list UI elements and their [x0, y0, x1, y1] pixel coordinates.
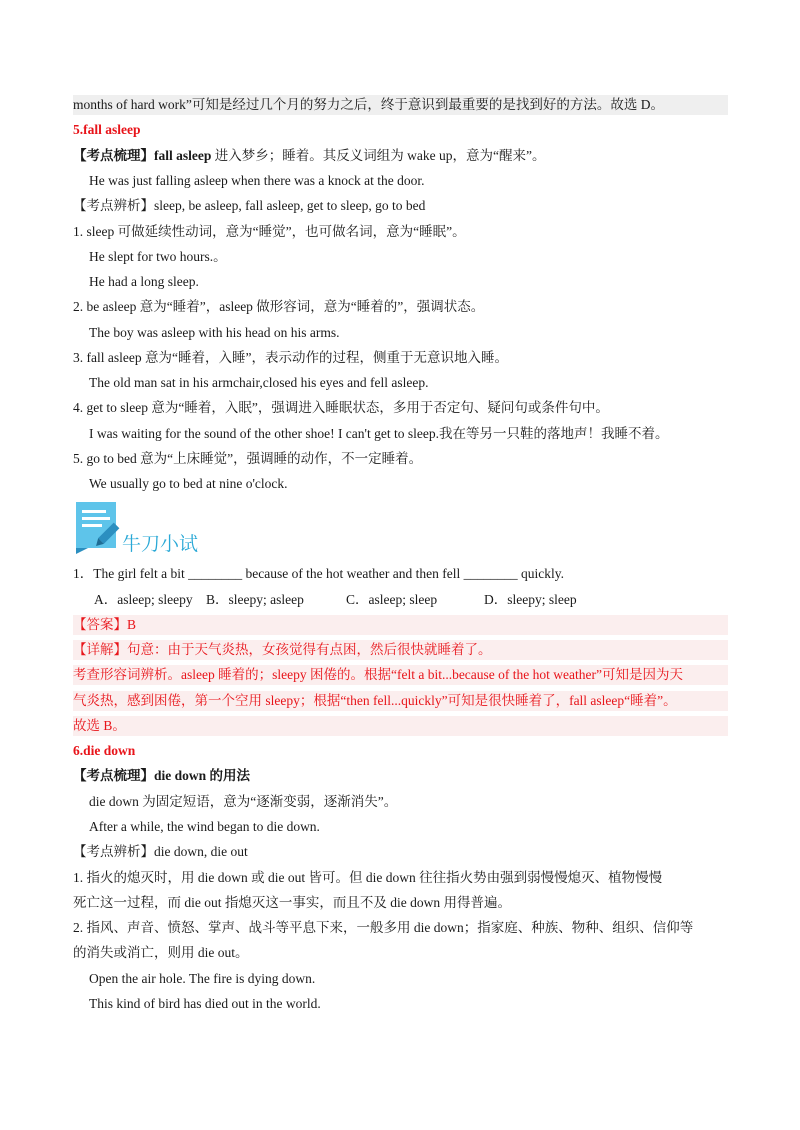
- explanation-line: 【详解】句意：由于天气炎热，女孩觉得有点困，然后很快就睡着了。: [73, 640, 728, 660]
- kaodian-label: 【考点梳理】: [73, 148, 154, 163]
- answer-line: 【答案】B: [73, 615, 728, 635]
- option-c: C．asleep; sleep: [346, 592, 438, 607]
- notepad-pencil-icon: [74, 502, 124, 554]
- kaodian-label: 【考点梳理】: [73, 768, 154, 783]
- kaodian-shuli-line: [73, 766, 728, 786]
- question-options: [94, 590, 728, 610]
- example-sentence: Open the air hole. The fire is dying down.: [89, 971, 316, 986]
- example-sentence: The old man sat in his armchair,closed his eyes and fell asleep.: [89, 375, 429, 390]
- kaodian-bianxi-line: 【考点辨析】sleep, be asleep, fall asleep, get to sleep, go to bed: [73, 198, 426, 213]
- text-line: months of hard work”可知是经过几个月的努力之后，终于意识到最重要的是找到好的方法。故选 D。: [73, 95, 728, 115]
- text-line: 3. fall asleep 意为“睡着，入睡”，表示动作的过程，侧重于无意识地入睡。: [73, 350, 508, 365]
- kaodian-text: 进入梦乡；睡着。其反义词组为 wake up，意为“醒来”。: [211, 148, 546, 163]
- text-line: 2. 指风、声音、愤怒、掌声、战斗等平息下来，一般多用 die down；指家庭、种族、物种、组织、信仰等: [73, 920, 694, 935]
- text-line: 死亡这一过程，而 die out 指熄灭这一事实，而且不及 die down 用得普遍。: [73, 895, 511, 910]
- example-sentence: We usually go to bed at nine o'clock.: [89, 476, 288, 491]
- explanation-line: 气炎热，感到困倦，第一个空用 sleepy；根据“then fell...quickly”可知是很快睡着了，fall asleep“睡着”。: [73, 691, 728, 711]
- explanation-line: 故选 B。: [73, 716, 728, 736]
- example-sentence: This kind of bird has died out in the world.: [89, 996, 321, 1011]
- explanation-line: 考查形容词辨析。asleep 睡着的；sleepy 困倦的。根据“felt a bit...because of the hot weather”可知是因为天: [73, 665, 728, 685]
- example-sentence: The boy was asleep with his head on his arms.: [89, 325, 340, 340]
- kaodian-term: fall asleep: [154, 148, 212, 163]
- kaodian-bianxi-line: 【考点辨析】die down, die out: [73, 844, 248, 859]
- kaodian-term: die down 的用法: [154, 768, 251, 783]
- example-sentence: He slept for two hours.。: [89, 249, 227, 264]
- practice-heading: 牛刀小试: [122, 533, 199, 555]
- section-title-die-down: 6.die down: [73, 743, 136, 758]
- text-line: die down 为固定短语，意为“逐渐变弱，逐渐消失”。: [89, 794, 398, 809]
- example-sentence: I was waiting for the sound of the other shoe! I can't get to sleep.我在等另一只鞋的落地声！我睡不着。: [89, 426, 669, 441]
- text-line: 1. sleep 可做延续性动词，意为“睡觉”，也可做名词，意为“睡眠”。: [73, 224, 466, 239]
- option-a: A．asleep; sleepy: [94, 592, 193, 607]
- text-line: 的消失或消亡，则用 die out。: [73, 945, 249, 960]
- text-line: 2. be asleep 意为“睡着”，asleep 做形容词，意为“睡着的”，强调状态。: [73, 299, 485, 314]
- kaodian-shuli-line: [73, 146, 728, 166]
- question-stem: 1．The girl felt a bit ________ because of the hot weather and then fell ________ quickly.: [73, 566, 564, 581]
- example-sentence: After a while, the wind began to die down.: [89, 819, 320, 834]
- example-sentence: He was just falling asleep when there was a knock at the door.: [89, 173, 425, 188]
- section-title-fall-asleep: 5.fall asleep: [73, 122, 141, 137]
- text-line: 5. go to bed 意为“上床睡觉”，强调睡的动作，不一定睡着。: [73, 451, 423, 466]
- example-sentence: He had a long sleep.: [89, 274, 199, 289]
- option-b: B．sleepy; asleep: [206, 592, 304, 607]
- text-line: 4. get to sleep 意为“睡着，入眠”，强调进入睡眠状态，多用于否定句、疑问句或条件句中。: [73, 400, 609, 415]
- text-line: 1. 指火的熄灭时，用 die down 或 die out 皆可。但 die down 往往指火势由强到弱慢慢熄灭、植物慢慢: [73, 870, 663, 885]
- option-d: D．sleepy; sleep: [484, 592, 577, 607]
